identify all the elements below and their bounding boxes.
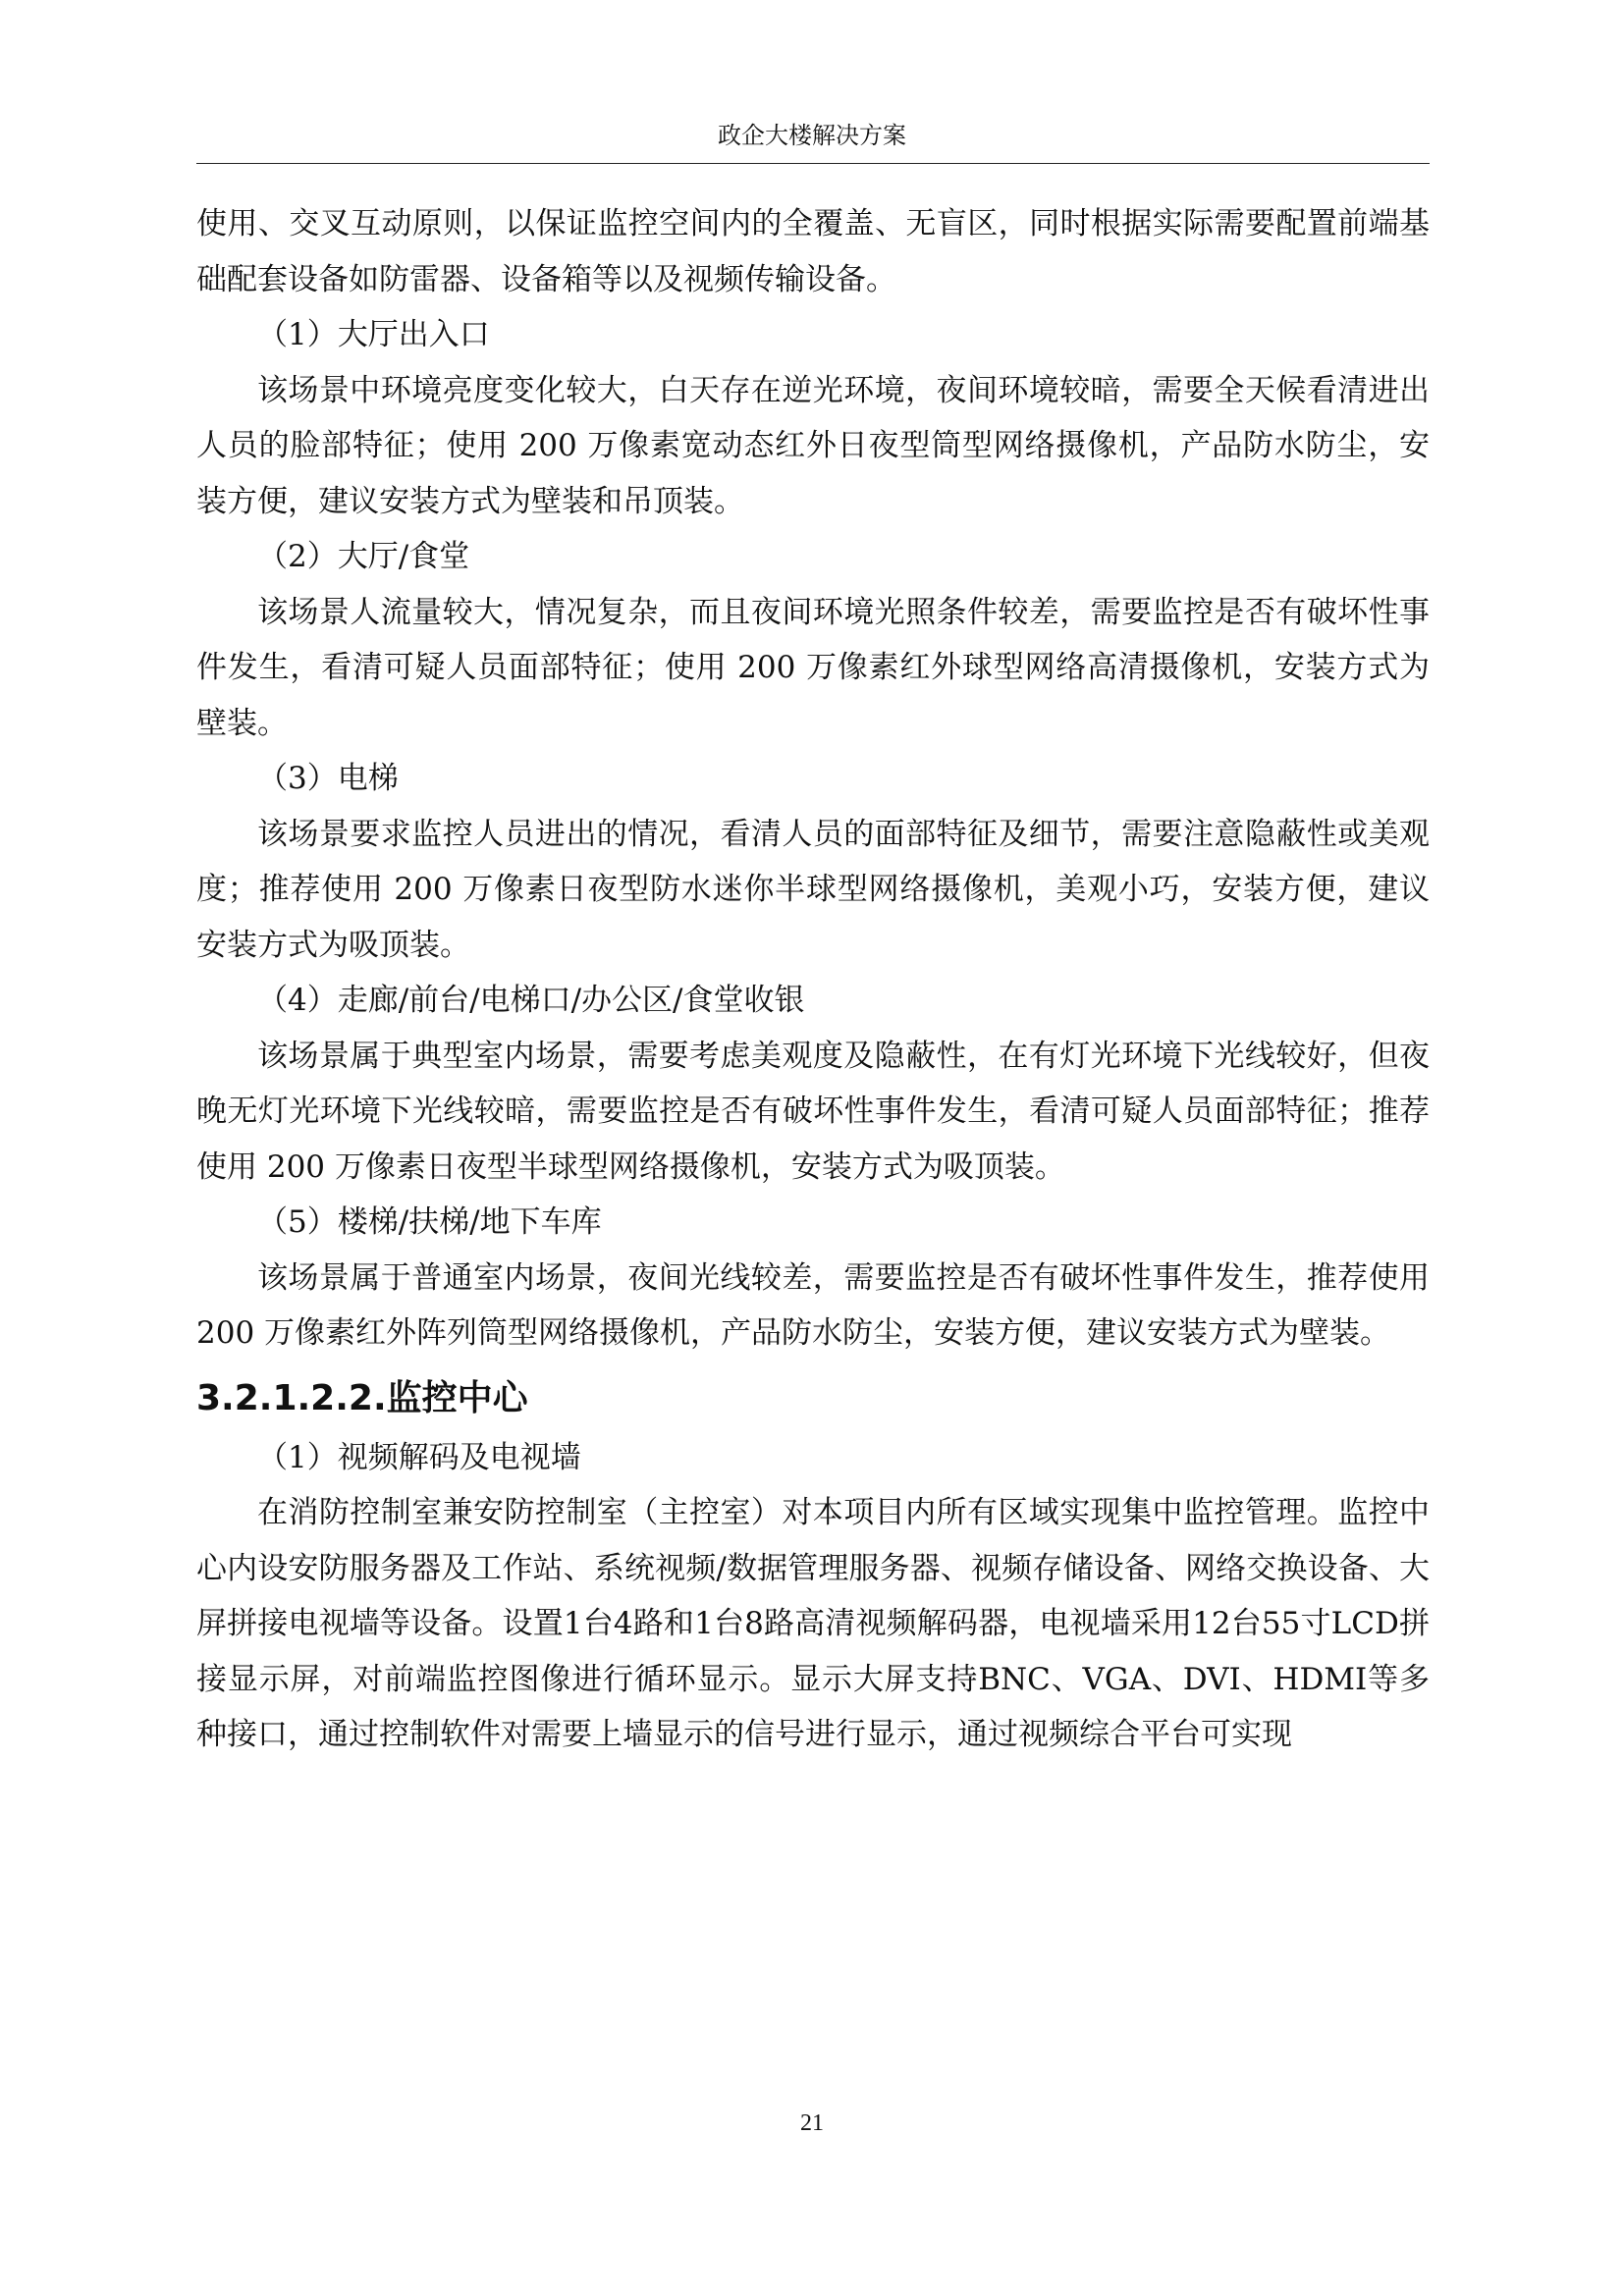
document-body: [196, 196, 1430, 1763]
page-number: 21: [800, 2110, 824, 2136]
paragraph: 该场景人流量较大，情况复杂，而且夜间环境光照条件较差，需要监控是否有破坏性事件发生，看清可疑人员面部特征；使用 200 万像素红外球型网络高清摄像机，安装方式为壁装。: [196, 594, 1430, 741]
paragraph: 该场景属于普通室内场景，夜间光线较差，需要监控是否有破坏性事件发生，推荐使用 200 万像素红外阵列筒型网络摄像机，产品防水防尘，安装方便，建议安装方式为壁装。: [196, 1259, 1430, 1351]
list-item-heading: （4）走廊/前台/电梯口/办公区/食堂收银: [257, 983, 805, 1018]
page-header: 政企大楼解决方案: [718, 122, 906, 149]
list-item-heading: （1）视频解码及电视墙: [257, 1439, 581, 1475]
list-item-heading: （5）楼梯/扶梯/地下车库: [257, 1204, 602, 1240]
list-item-heading: （1）大厅出入口: [257, 317, 490, 352]
paragraph: 该场景属于典型室内场景，需要考虑美观度及隐蔽性，在有灯光环境下光线较好，但夜晚无灯光环境下光线较暗，需要监控是否有破坏性事件发生，看清可疑人员面部特征；推荐使用 200 万像素日夜型半球型网络摄像机，安装方式为吸顶装。: [196, 1038, 1430, 1185]
paragraph: 在消防控制室兼安防控制室（主控室）对本项目内所有区域实现集中监控管理。监控中心内设安防服务器及工作站、系统视频/数据管理服务器、视频存储设备、网络交换设备、大屏拼接电视墙等设备。设置1台4路和1台8路高清视频解码器，电视墙采用12台55寸LCD拼接显示屏，对前端监控图像进行循环显示。显示大屏支持BNC、VGA、DVI、HDMI等多种接口，通过控制软件对需要上墙显示的信号进行显示，通过视频综合平台可实现: [196, 1495, 1430, 1752]
paragraph: 使用、交叉互动原则，以保证监控空间内的全覆盖、无盲区，同时根据实际需要配置前端基础配套设备如防雷器、设备箱等以及视频传输设备。: [196, 206, 1430, 297]
header-rule: [196, 163, 1430, 164]
section-heading: 3.2.1.2.2.监控中心: [196, 1377, 528, 1418]
paragraph: 该场景中环境亮度变化较大，白天存在逆光环境，夜间环境较暗，需要全天候看清进出人员的脸部特征；使用 200 万像素宽动态红外日夜型筒型网络摄像机，产品防水防尘，安装方便，建议安装方式为壁装和吊顶装。: [196, 372, 1430, 519]
paragraph: 该场景要求监控人员进出的情况，看清人员的面部特征及细节，需要注意隐蔽性或美观度；推荐使用 200 万像素日夜型防水迷你半球型网络摄像机，美观小巧，安装方便，建议安装方式为吸顶装。: [196, 816, 1430, 963]
list-item-heading: （2）大厅/食堂: [257, 539, 470, 574]
list-item-heading: （3）电梯: [257, 761, 399, 796]
